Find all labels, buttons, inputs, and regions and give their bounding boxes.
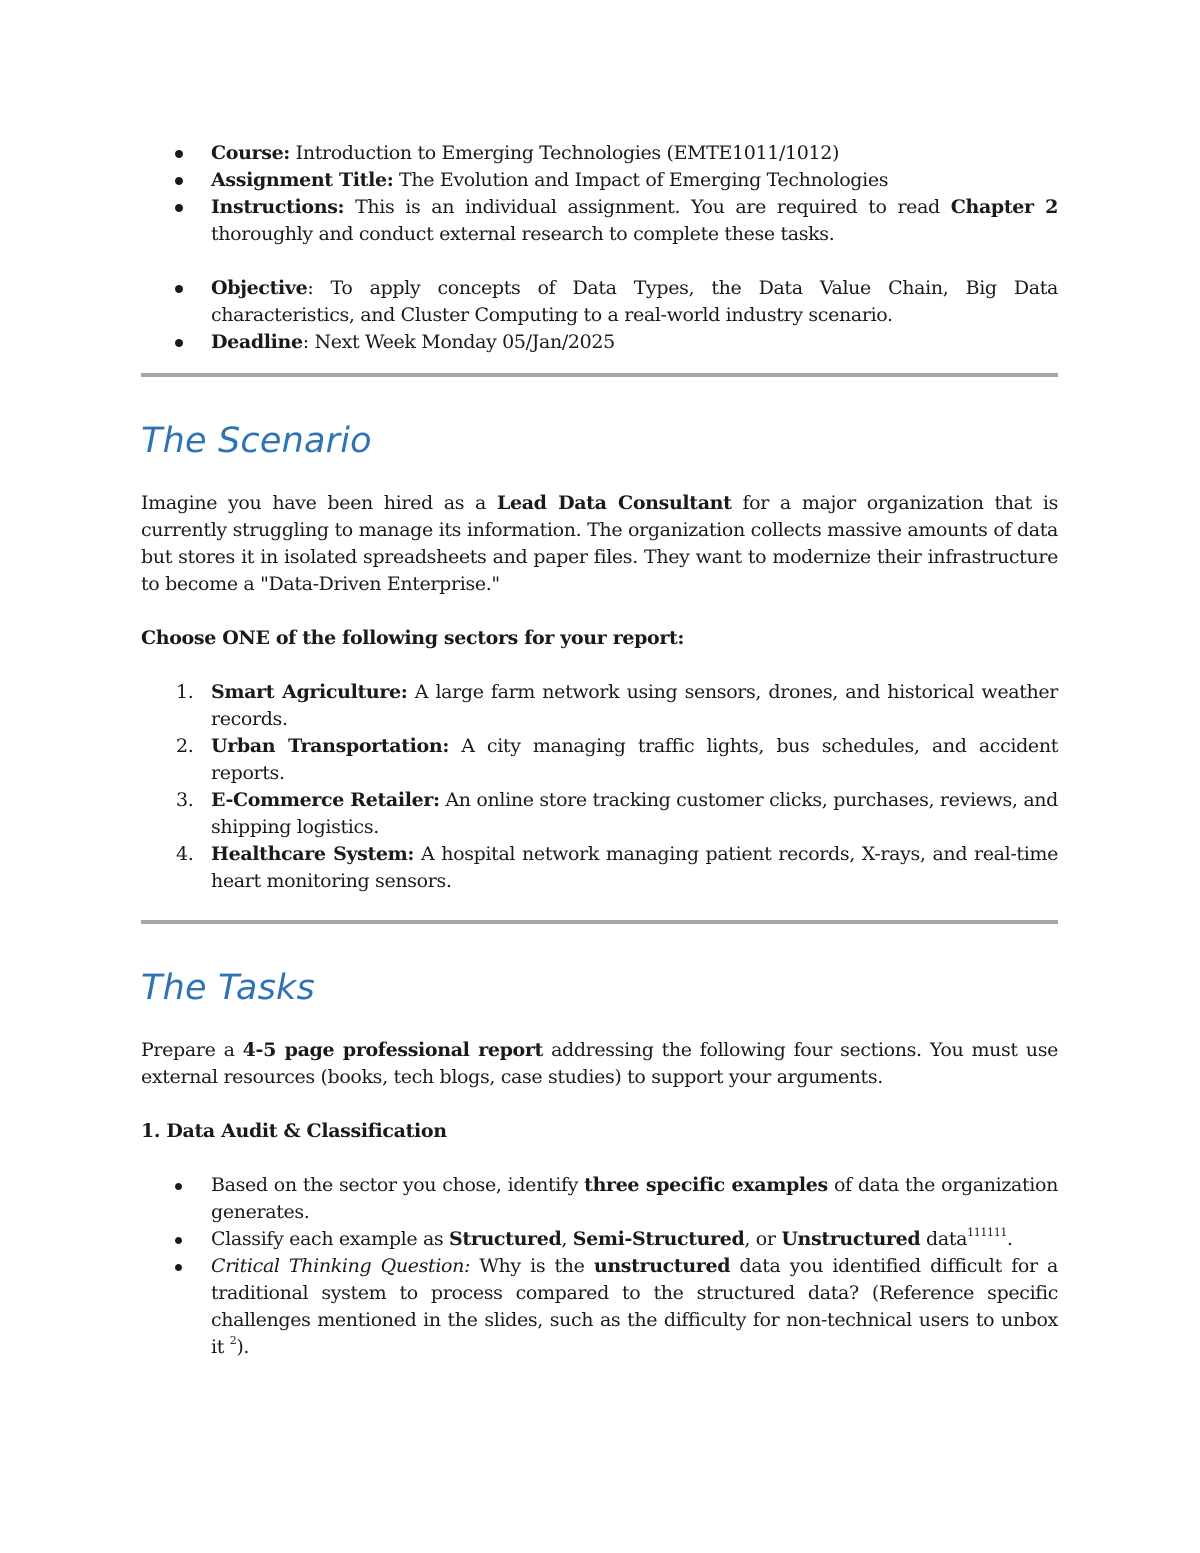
bullet-icon <box>175 150 183 158</box>
list-item: 2. Urban Transportation: A city managing traffic lights, bus schedules, and accident reports. <box>176 735 1058 784</box>
list-item: 1. Smart Agriculture: A large farm network using sensors, drones, and historical weather records. <box>176 681 1059 730</box>
tasks-paragraph: Prepare a 4-5 page professional report addressing the following four sections. You must use external resources (books, tech blogs, case studies) to support your arguments. <box>141 1039 1058 1088</box>
bullet-icon <box>175 1264 182 1271</box>
bullet-icon <box>175 339 183 347</box>
list-item: Instructions: This is an individual assignment. You are required to read Chapter 2 thoroughly and conduct external research to complete these tasks. <box>141 194 1058 248</box>
header-bullet-list <box>141 140 1058 248</box>
section-title: 1. Data Audit & Classification <box>141 1120 447 1142</box>
section1-bullet-list <box>141 1172 1058 1361</box>
horizontal-rule <box>141 920 1058 924</box>
tasks-heading: The Tasks <box>141 968 315 1008</box>
footnote-ref: 2 <box>229 1334 237 1347</box>
list-item: Classify each example as Structured, Semi-Structured, or Unstructured data$^{111111}$. <box>141 1226 1058 1253</box>
bullet-icon <box>175 204 183 212</box>
footnote-ref: 111111 <box>967 1226 1007 1239</box>
objective-bullet-list <box>141 275 1058 356</box>
bullet-icon <box>175 1183 182 1190</box>
bullet-icon <box>175 285 183 293</box>
scenario-paragraph: Imagine you have been hired as a Lead Data Consultant for a major organization that is currently struggling to manage its information. The organization collects massive amounts of data but stores it in isolated spreadsheets and paper files. They want to modernize their infrastructure to become a "Data-Driven Enterprise." <box>141 492 1058 595</box>
sector-list <box>141 679 1058 895</box>
list-item: Critical Thinking Question: Why is the unstructured data you identified difficult for a traditional system to process compared to the structured data? (Reference specific challenges mentioned in the slides, such as the difficulty for non-technical users to unbox it $^2$). <box>141 1253 1058 1361</box>
list-item: Deadline: Next Week Monday 05/Jan/2025 <box>141 329 1058 356</box>
choose-sector-label: Choose ONE of the following sectors for your report: <box>141 627 685 649</box>
list-item: Objective: To apply concepts of Data Types, the Data Value Chain, Big Data characteristics, and Cluster Computing to a real-world industry scenario. <box>141 275 1058 329</box>
document-page <box>141 140 1058 1361</box>
list-item: 3. E-Commerce Retailer: An online store tracking customer clicks, purchases, reviews, and shipping logistics. <box>176 789 1058 838</box>
bullet-icon <box>175 177 183 185</box>
scenario-heading: The Scenario <box>141 421 372 461</box>
list-item: Based on the sector you chose, identify three specific examples of data the organization generates. <box>141 1172 1058 1226</box>
list-item: Course: Introduction to Emerging Technologies (EMTE1011/1012) <box>141 140 1058 167</box>
horizontal-rule <box>141 373 1058 377</box>
bullet-icon <box>175 1237 182 1244</box>
list-item: Assignment Title: The Evolution and Impact of Emerging Technologies <box>141 167 1058 194</box>
list-item: 4. Healthcare System: A hospital network managing patient records, X-rays, and real-time heart monitoring sensors. <box>176 843 1058 892</box>
